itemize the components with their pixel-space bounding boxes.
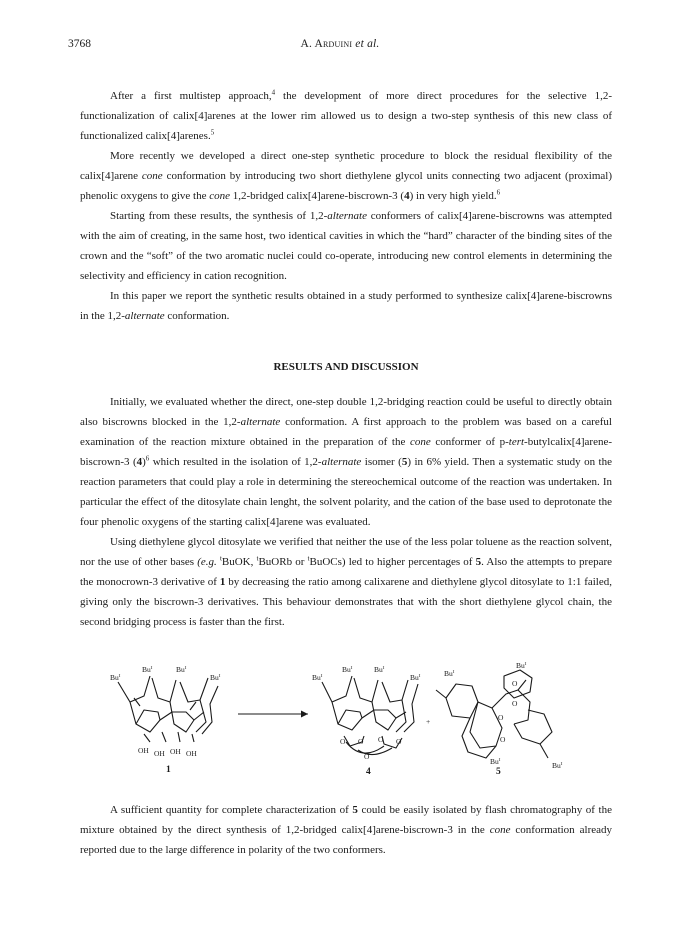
compound-4-label: 4 xyxy=(366,767,371,777)
paragraph-4: In this paper we report the synthetic results obtained in a study performed to synthesize calix[4]arene-biscrowns in the 1,2-alternate conformation. xyxy=(80,290,612,322)
oh-label: OH xyxy=(154,749,165,758)
reaction-scheme xyxy=(100,661,590,777)
o-label: O xyxy=(358,737,364,746)
bu-label: Bu$^t$ xyxy=(552,761,563,770)
reaction-scheme-drawing xyxy=(100,661,590,777)
compound-5-structure xyxy=(436,670,552,758)
intro-text xyxy=(80,86,612,326)
compound-1-label: 1 xyxy=(166,765,171,775)
oh-label: OH xyxy=(138,746,149,755)
page-header xyxy=(68,38,612,54)
o-label: O xyxy=(378,735,384,744)
paragraph-5: Initially, we evaluated whether the direct, one-step double 1,2-bridging reaction could be useful to directly obtain also biscrowns blocked in the 1,2-alternate conformation. A first approach to the problem was based on a careful examination of the reaction mixture obtained in the preparation of the cone conformer of p-tert-butylcalix[4]arene-biscrown-3 $(4)^6$ which resulted in the isolation of 1,2-alternate isomer (5) in 6% yield. Then a systematic study on the reaction parameters that could play a role in determining the stereochemical outcome of the reaction was undertaken. In particular the effect of the ditosylate chain lenght, the solvent polarity, and the cation of the base used to deprotonate the four phenolic oxygens of the starting calix[4]arene was evaluated. xyxy=(80,396,612,528)
results-text xyxy=(80,392,612,632)
o-label: O xyxy=(498,713,504,722)
running-head xyxy=(68,38,612,50)
compound-1-structure xyxy=(118,676,218,742)
compound-5-label: 5 xyxy=(496,767,501,777)
bu-label: Bu$^t$ xyxy=(142,665,153,674)
bu-label: Bu$^t$ xyxy=(490,757,501,766)
paragraph-2: More recently we developed a direct one-step synthetic procedure to block the residual flexibility of the calix[4]arene cone conformation by introducing two short diethylene glycol units connecting two adjacent (proximal) phenolic oxygens to give the cone 1,2-bridged calix[4]arene-biscrown-3 (4) in very high yield.$^6$ xyxy=(80,150,612,202)
paragraph-7: A sufficient quantity for complete characterization of 5 could be easily isolated by flash chromatography of the mixture obtained by the direct synthesis of 1,2-bridged calix[4]arene-biscrown-3 in the cone conformation already reported due to the large difference in polarity of the two conformers. xyxy=(80,804,612,856)
paragraph-6: Using diethylene glycol ditosylate we verified that neither the use of the less polar toluene as the reaction solvent, nor the use of other bases (e.g. $^t$BuOK, $^t$BuORb or $^t$BuOCs) led to higher percentages of 5. Also the attempts to prepare the monocrown-3 derivative of 1 by decreasing the ratio among calixarene and diethylene glycol ditosylate to 1:1 failed, giving only the biscrown-3 derivatives. This behaviour demonstrates that with the short diethylene glycol chain, the second bridging process is faster than the first. xyxy=(80,536,613,628)
bu-label: Bu$^t$ xyxy=(374,665,385,674)
bu-label: Bu$^t$ xyxy=(210,673,221,682)
closing-text xyxy=(80,800,612,860)
compound-1-labels xyxy=(110,665,221,758)
o-label: O xyxy=(340,737,346,746)
running-head-author: A. Arduini xyxy=(300,38,353,50)
o-label: O xyxy=(500,735,506,744)
paragraph-1: After a first multistep approach,$^4$ the development of more direct procedures for the selective 1,2-functionalization of calix[4]arenes at the lower rim allowed us to design a two-step synthesis of this new class of functionalized calix[4]arenes.$^5$ xyxy=(80,88,612,142)
o-label: O xyxy=(512,699,518,708)
oh-label: OH xyxy=(186,749,197,758)
bu-label: Bu$^t$ xyxy=(312,673,323,682)
paragraph-3: Starting from these results, the synthesis of 1,2-alternate conformers of calix[4]arene-biscrowns was attempted with the aim of creating, in the same host, two identical cavities in which the “hard” character of the binding sites of the crown and the “soft” of the two aromatic nuclei could co-operate, introducing new control elements in determining the selectivity and efficiency in cation recognition. xyxy=(80,210,613,282)
page-number: 3768 xyxy=(68,38,91,50)
running-head-etal: et al. xyxy=(355,38,380,50)
o-label: O xyxy=(396,737,402,746)
o-label: O xyxy=(512,679,518,688)
section-heading: RESULTS AND DISCUSSION xyxy=(273,361,419,373)
bu-label: Bu$^t$ xyxy=(342,665,353,674)
reaction-arrow-head xyxy=(301,711,308,718)
bu-label: Bu$^t$ xyxy=(176,665,187,674)
bu-label: Bu$^t$ xyxy=(110,673,121,682)
oh-label: OH xyxy=(170,747,181,756)
o-label: O xyxy=(364,752,370,761)
plus-sign: + xyxy=(426,717,431,726)
bu-label: Bu$^t$ xyxy=(410,673,421,682)
compound-4-structure xyxy=(322,676,418,755)
bu-label: Bu$^t$ xyxy=(444,669,455,678)
bu-label: Bu$^t$ xyxy=(516,661,527,670)
